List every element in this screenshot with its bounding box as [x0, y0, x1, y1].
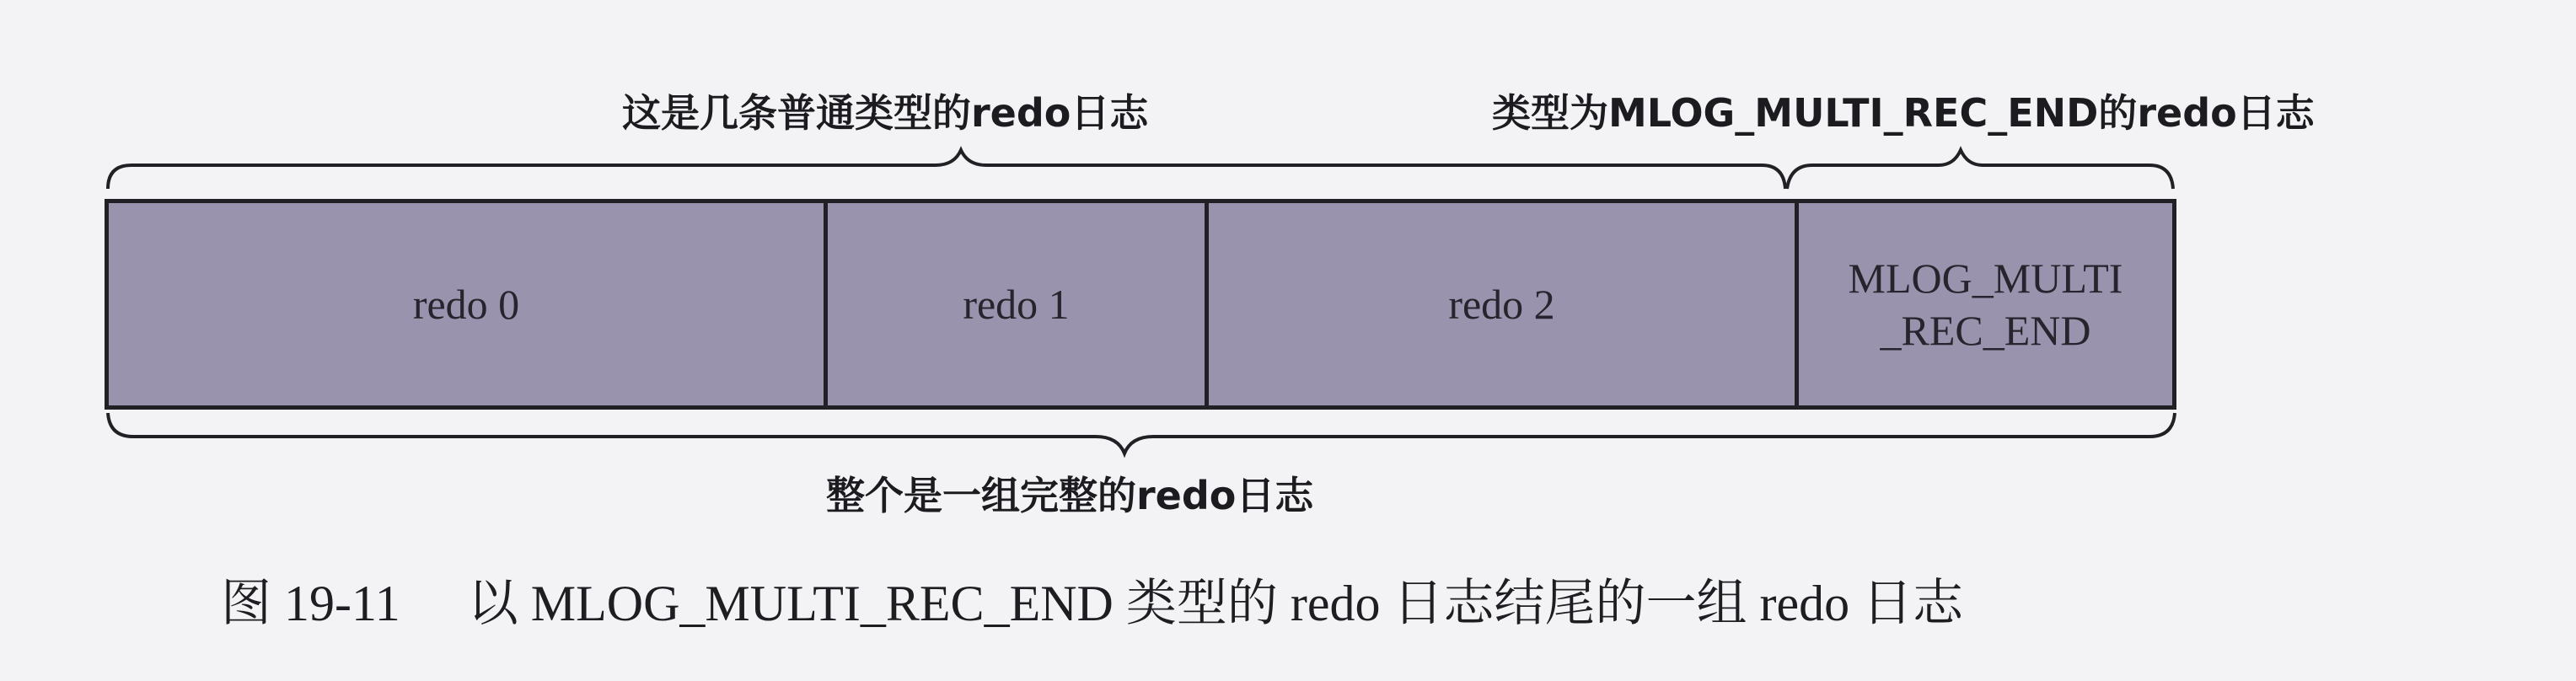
redo-1-label: redo 1: [963, 281, 1070, 328]
mlog-multi-rec-end-label: [1849, 252, 2123, 357]
top-left-brace: [108, 150, 1785, 189]
normal-redo-group-label: 这是几条普通类型的redo日志: [622, 90, 1149, 136]
redo-log-group-bar: [105, 199, 2176, 410]
mlog-multi-rec-end-type-label: 类型为MLOG_MULTI_REC_END的redo日志: [1492, 90, 2315, 136]
bottom-brace: [108, 413, 2175, 453]
redo-0-block: [109, 203, 828, 405]
mlog-multi-rec-end-label-line2: _REC_END: [1880, 307, 2091, 354]
redo-2-block: [1209, 203, 1799, 405]
figure-caption-text: 以 MLOG_MULTI_REC_END 类型的 redo 日志结尾的一组 redo 日志: [467, 576, 1964, 631]
figure-number: 图 19-11: [221, 576, 400, 631]
figure-caption: [221, 563, 1963, 635]
complete-redo-group-label: 整个是一组完整的redo日志: [826, 473, 1314, 518]
redo-1-block: [828, 203, 1209, 405]
mlog-multi-rec-end-block: [1799, 203, 2172, 405]
redo-2-label: redo 2: [1448, 281, 1555, 328]
mlog-multi-rec-end-label-line1: MLOG_MULTI: [1848, 255, 2123, 302]
redo-0-label: redo 0: [412, 281, 520, 328]
top-right-brace: [1787, 150, 2173, 189]
